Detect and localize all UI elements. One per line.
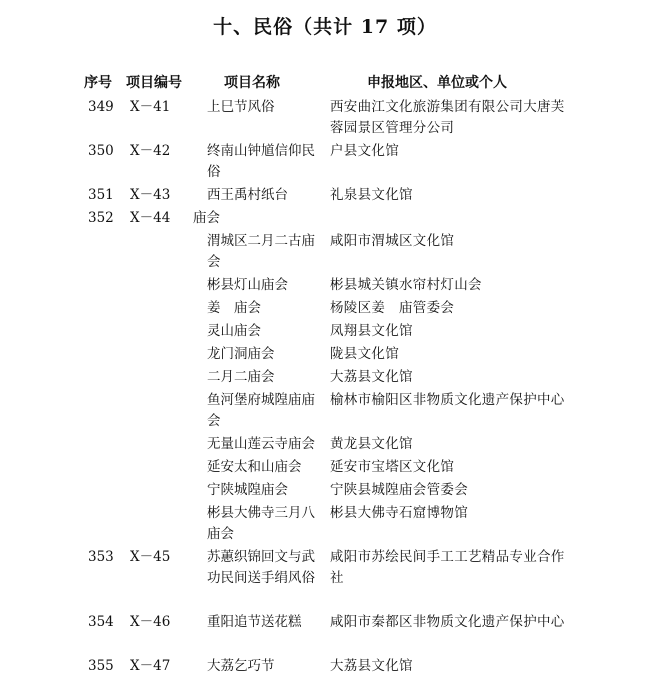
row-name: 西王禹村纸台 <box>207 187 288 203</box>
table-row <box>0 503 650 547</box>
table-row <box>0 321 650 344</box>
row-name: 上巳节风俗 <box>207 99 275 115</box>
row-area: 大荔县文化馆 <box>330 658 413 674</box>
table-row <box>0 141 650 185</box>
table-row <box>0 457 650 480</box>
header-area: 申报地区、单位或个人 <box>367 75 507 91</box>
row-seq: 353 <box>88 549 114 565</box>
header-name: 项目名称 <box>224 75 280 91</box>
row-name: 灵山庙会 <box>207 323 261 339</box>
table-row <box>0 344 650 367</box>
header-code: 项目编号 <box>126 75 182 91</box>
row-name: 彬县大佛寺三月八庙会 <box>207 505 315 542</box>
table-row <box>0 208 650 231</box>
table-row <box>0 390 650 434</box>
row-area: 咸阳市秦都区非物质文化遗产保护中心 <box>330 614 565 630</box>
table-row <box>0 434 650 457</box>
page-title: 十、民俗（共计 17 项） <box>213 16 437 38</box>
row-code: Ⅹ－47 <box>130 658 171 674</box>
row-name: 鱼河堡府城隍庙庙会 <box>207 392 315 429</box>
row-name: 宁陕城隍庙会 <box>207 482 288 498</box>
row-seq: 350 <box>88 143 114 159</box>
table-row <box>0 185 650 208</box>
table-header <box>0 72 650 92</box>
row-name: 龙门洞庙会 <box>207 346 275 362</box>
row-code: Ⅹ－41 <box>130 99 171 115</box>
row-name: 庙会 <box>193 210 220 226</box>
table-row <box>0 298 650 321</box>
row-code: Ⅹ－43 <box>130 187 171 203</box>
row-area: 延安市宝塔区文化馆 <box>330 459 455 475</box>
header-seq: 序号 <box>84 75 112 91</box>
row-area: 咸阳市苏绘民间手工工艺精品专业合作社 <box>330 549 565 586</box>
row-name: 彬县灯山庙会 <box>207 277 288 293</box>
table-row <box>0 367 650 390</box>
row-area: 杨陵区姜 庙管委会 <box>330 300 455 316</box>
row-area: 礼泉县文化馆 <box>330 187 413 203</box>
row-area: 凤翔县文化馆 <box>330 323 413 339</box>
row-area: 宁陕县城隍庙会管委会 <box>330 482 468 498</box>
table-row <box>0 547 650 612</box>
row-code: Ⅹ－44 <box>130 210 171 226</box>
row-code: Ⅹ－42 <box>130 143 171 159</box>
row-name: 无量山莲云寺庙会 <box>207 436 315 452</box>
table-row <box>0 480 650 503</box>
row-seq: 351 <box>88 187 114 203</box>
table-row <box>0 612 650 656</box>
row-seq: 349 <box>88 99 114 115</box>
table-row <box>0 97 650 141</box>
row-area: 西安曲江文化旅游集团有限公司大唐芙蓉园景区管理分公司 <box>330 99 565 136</box>
row-area: 户县文化馆 <box>330 143 399 159</box>
row-name: 渭城区二月二古庙会 <box>207 233 315 270</box>
table-row <box>0 231 650 275</box>
row-name: 姜 庙会 <box>207 300 261 316</box>
row-seq: 352 <box>88 210 114 226</box>
table-row <box>0 656 650 679</box>
row-area: 榆林市榆阳区非物质文化遗产保护中心 <box>330 392 565 408</box>
table-row <box>0 275 650 298</box>
row-area: 彬县大佛寺石窟博物馆 <box>330 505 468 521</box>
row-name: 重阳追节送花糕 <box>207 614 302 630</box>
row-area: 咸阳市渭城区文化馆 <box>330 233 455 249</box>
row-code: Ⅹ－45 <box>130 549 171 565</box>
row-name: 终南山钟馗信仰民俗 <box>207 143 315 180</box>
row-area: 彬县城关镇水帘村灯山会 <box>330 277 482 293</box>
table-body <box>0 97 650 679</box>
row-name: 大荔乞巧节 <box>207 658 275 674</box>
row-name: 延安太和山庙会 <box>207 459 302 475</box>
row-name: 苏蕙织锦回文与武功民间送手绢风俗 <box>207 549 315 586</box>
row-code: Ⅹ－46 <box>130 614 171 630</box>
row-area: 黄龙县文化馆 <box>330 436 413 452</box>
row-area: 大荔县文化馆 <box>330 369 413 385</box>
row-area: 陇县文化馆 <box>330 346 399 362</box>
row-seq: 355 <box>88 658 114 674</box>
row-name: 二月二庙会 <box>207 369 275 385</box>
row-seq: 354 <box>88 614 114 630</box>
